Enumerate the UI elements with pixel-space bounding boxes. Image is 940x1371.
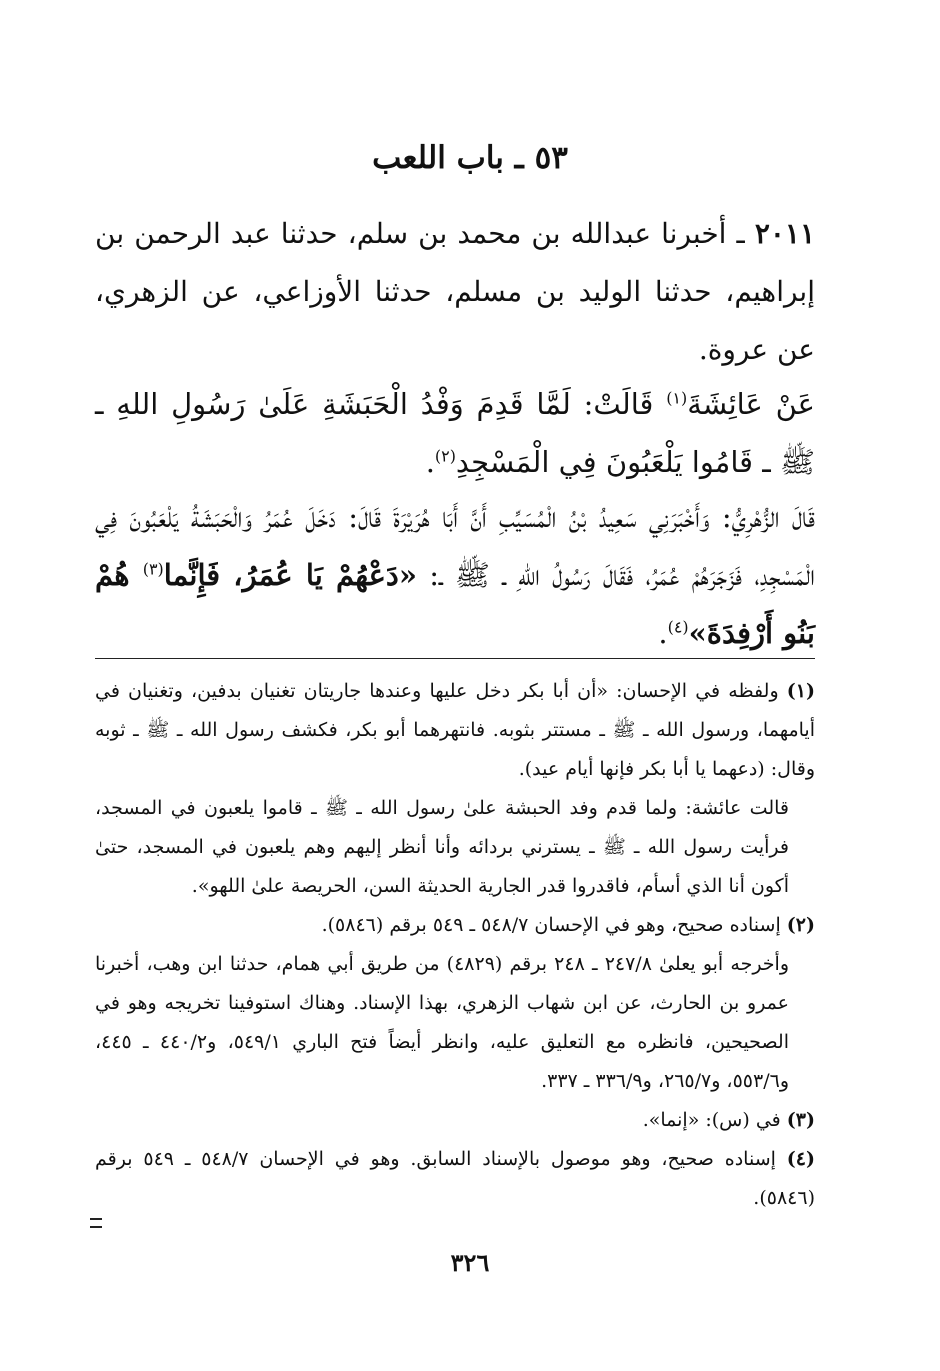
chapter-title: ٥٣ ـ باب اللعب — [372, 140, 568, 176]
footnote-2 — [95, 906, 815, 945]
footnote-1-continued: قالت عائشة: ولما قدم وفد الحبشة علىٰ رسول الله ـ ﷺ ـ قاموا يلعبون في المسجد، فرأيت رسول الله ـ ﷺ ـ يسترني بردائه وأنا أنظر إليهم وهم يلعبون في المسجد، حتىٰ أكون أنا الذي أسأم، فاقدروا قدر الجارية الحديثة السن، الحريصة علىٰ اللهو». — [95, 797, 789, 897]
footnote-4 — [95, 1140, 815, 1218]
matn-text: قَالَ الزُّهْرِيُّ: وَأَخْبَرَنِي سَعِيدُ بْنُ الْمُسَيِّبِ أَنَّ أَبَا هُرَيْرَةَ قَالَ: دَخَلَ عُمَرُ وَالْحَبَشَةُ يَلْعَبُونَ فِي الْمَسْجِدِ، فَزَجَرَهُمْ عُمَرُ، فَقَالَ رَسُولُ اللهِ ـ ﷺ ـ: — [95, 500, 815, 592]
footnotes — [95, 672, 815, 1218]
footnote-separator — [95, 658, 815, 659]
hadith-matn-aisha — [95, 375, 815, 491]
footnote-ref: (١) — [666, 388, 688, 408]
prophet-quote: «دَعْهُمْ يَا عُمَرُ، فَإِنَّما — [163, 558, 417, 592]
footnote-label: (٣) — [786, 1109, 815, 1131]
footnote-ref: (٣) — [142, 559, 164, 579]
footnote-ref: (٤) — [667, 617, 689, 637]
matn-text: قَالَتْ: لَمَّا قَدِمَ وَفْدُ الْحَبَشَةِ عَلَىٰ رَسُولِ اللهِ ـ ﷺ ـ قَامُوا يَلْعَبُونَ فِي الْمَسْجِدِ — [95, 387, 815, 479]
matn-text: . — [425, 445, 435, 479]
footnote-label: (٢) — [786, 914, 815, 936]
footnote-label: (١) — [786, 680, 815, 702]
hadith-isnad — [95, 205, 815, 379]
footnote-2-continued: وأخرجه أبو يعلىٰ ٢٤٧/٨ ـ ٢٤٨ برقم (٤٨٢٩) من طريق أبي همام، حدثنا ابن وهب، أخبرنا عمرو بن الحارث، عن ابن شهاب الزهري، بهذا الإسناد. وهناك استوفينا تخريجه وهو في الصحيحين، فانظره مع التعليق عليه، وانظر أيضاً فتح الباري ٥٤٩/١، و٤٤٠/٢ ـ ٤٤٥، و٥٥٣/٦، و٢٦٥/٧، و٣٣٦/٩ ـ ٣٣٧. — [95, 953, 789, 1092]
footnote-text: إسناده صحيح، وهو في الإحسان ٥٤٨/٧ ـ ٥٤٩ برقم (٥٨٤٦). — [321, 914, 787, 936]
footnote-label: (٤) — [786, 1148, 815, 1170]
matn-text: . — [658, 616, 668, 650]
footnote-text: إسناده صحيح، وهو موصول بالإسناد السابق. وهو في الإحسان ٥٤٨/٧ ـ ٥٤٩ برقم (٥٨٤٦). — [95, 1148, 815, 1209]
page-number: ٣٢٦ — [450, 1248, 490, 1277]
footnote-text: في (س): «إنما». — [642, 1109, 787, 1131]
hadith-matn-zuhri — [95, 488, 815, 662]
prophet-quote: هُمْ بَنُو أَرْفِدَةَ» — [95, 558, 815, 650]
continuation-mark — [90, 1218, 102, 1228]
hadith-number: ٢٠١١ — [754, 217, 815, 250]
isnad-text: ـ أخبرنا عبدالله بن محمد بن سلم، حدثنا عبد الرحمن بن إبراهيم، حدثنا الوليد بن مسلم، حدثنا الأوزاعي، عن الزهري، عن عروة. — [95, 217, 815, 366]
footnote-ref: (٢) — [434, 446, 456, 466]
footnote-1 — [95, 672, 815, 789]
footnote-3 — [95, 1101, 815, 1140]
matn-text: عَنْ عَائِشَةَ — [687, 387, 815, 421]
footnote-text: ولفظه في الإحسان: «أن أبا بكر دخل عليها وعندها جاريتان تغنيان بدفين، وتغنيان في أيامهما، ورسول الله ـ ﷺ ـ مستتر بثوبه. فانتهرهما أبو بكر، فكشف رسول الله ـ ﷺ ـ ثوبه وقال: (دعهما يا أبا بكر فإنها أيام عيد). — [95, 680, 815, 780]
